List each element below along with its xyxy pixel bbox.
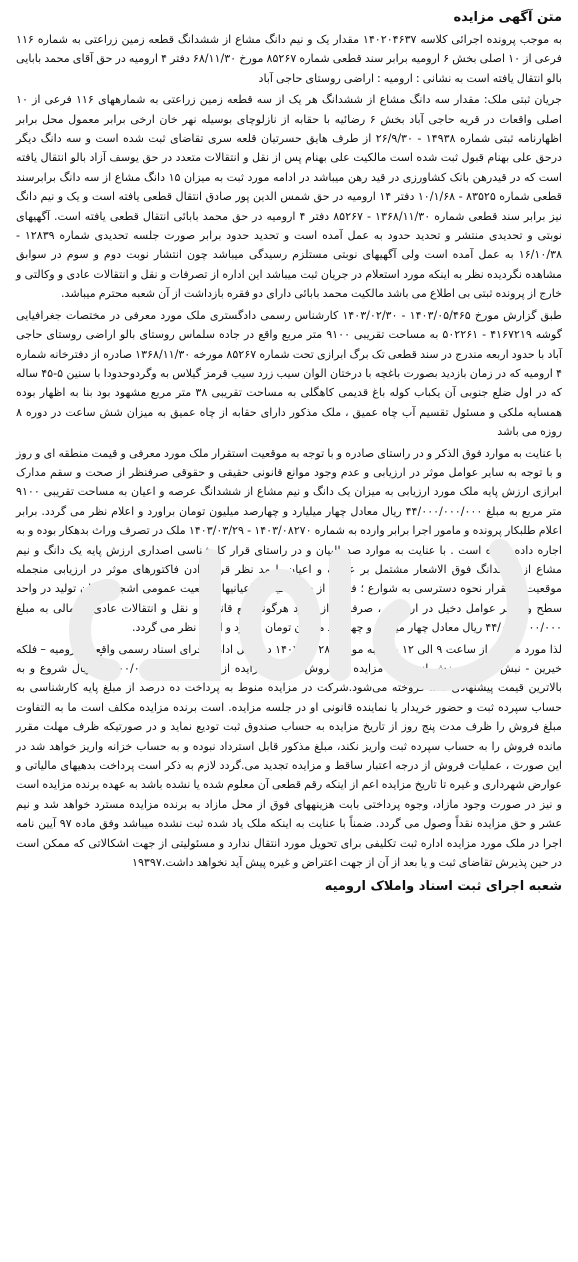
paragraph-valuation: با عنایت به موارد فوق الذکر و در راستای صادره و با توجه به موقعیت استقرار ملک مورد معرفی و قیمت منطقه ای و روز و با توجه به سایر عوامل موثر در ارزیابی و عدم وجود موانع قانونی حقیقی و حقوقی صرفنظر از صحت و سقم مدارک ابرازی ارزش پایه ملک مورد ارزیابی به میزان یک دانگ و نیم مشاع از ششدانگ عرصه و اعیان به مساحت تقریبی ۹۱۰۰ متر مربع به مبلغ ۴۴/۰۰۰/۰۰۰/۰۰۰ ریال معادل چهار میلیارد و چهارصد میلیون تومان براورد و اعلام نظر می گردد. برابر اعلام طلبکار پرونده و مامور اجرا برابر وارده به شماره ۱۴۰۳/۰۸۲۷۰ - ۱۴۰۳/۰۳/۲۹ ملک در تصرف وراث بدهکار بوده و به اجاره داده نشده است . با عنایت به موارد صدرالبیان و در راستای قرار کارشناسی اصداری ارزش پایه یک دانگ و نیم مشاع از ششدانگ فوق الاشعار مشتمل بر عرصه و اعیان با مد نظر قرار دادن فاکتورهای موثر در ارزیابی منجمله موقعیت استقرار نحوه دسترسی به شوارع ؛ فاصله از شهر، کیفیت اعیانیها، وضعیت عمومی اشجار میزان تولید در واحد سطح و سایر عوامل دخیل در ارزیابی ، صرفنظر از وجود هرگونه منع قانونی و نقل و انتقالات عادی احتمالی به مبلغ ۴۴/۰۰۰/۰۰۰/۰۰۰ ریال معادل چهار میلیارد و چهارصد میلیون تومان براورد و اعلام نظر می گردد. [16, 446, 562, 635]
paragraph-auction-terms: لذا مورد مزایده از ساعت ۹ الی ۱۲ یکشنبه مورخه ۱۴۰۳/۰۵/۲۸ در محل اداره اجرای اسناد رسمی واقع در ارومیه – فلکه خیرین - نبش خیابان ورزش از طریق مزایده به فروش میرسد مزایده از مبلغ پایه ۴۴/۰۰۰/۰۰۰/۰۰۰ ریال شروع و به بالاترین قیمت پیشنهادی نقداً فروخته می‌شود.شرکت در مزایده منوط به پرداخت ده درصد از مبلغ پایه کارشناسی به حساب سپرده ثبت و حضور خریدار یا نماینده قانونی او در جلسه مزایده. است برنده مزایده مکلف است ما به التفاوت مبلغ فروش را ظرف مدت پنج روز از تاریخ مزایده به حساب صندوق ثبت تودیع نماید و در صورتیکه ظرف مهلت مقرر مانده فروش را به حساب سپرده ثبت واریز نکند، مبلغ مذکور قابل استرداد نبوده و به حساب خزانه واریز خواهد شد در این صورت ، عملیات فروش از درجه اعتبار ساقط و مزایده تجدید می.گردد لازم به ذکر است پرداخت بدهیهای مالیاتی و عوارض شهرداری و غیره تا تاریخ مزایده اعم از اینکه رقم قطعی آن معلوم شده یا نشده باشد به عهده برنده مزایده است و نیز در صورت وجود مازاد، وجوه پرداختی بابت هزینههای فوق از محل مازاد به برنده مزایده مسترد خواهد شد و نیم عشر و حق مزایده نقداً وصول می گردد. ضمناً با عنایت به اینکه ملک یاد شده ثبت نشده میباشد وفق ماده ۹۷ آیین نامه اجرا در ملک مورد مزایده اداره ثبت تکلیفی برای تحویل مورد انتقال ندارد و مسئولیتی از جهت اشکالاتی که ممکن است در حین پذیرش تقاضای ثبت و یا بعد از آن از جهت اعتراض و غیره پیش آید نخواهد داشت.۱۹۳۹۷ [16, 642, 563, 870]
paragraph-registration-history: جریان ثبتی ملک: مقدار سه دانگ مشاع از ششدانگ هر یک از سه قطعه زمین زراعتی به شمارههای ۱۱۶ فرعی از ۱۰ اصلی واقعات در قریه حاجی آباد بخش ۶ رضائیه با حقابه از نازلوچای بوسیله نهر خان ارخی برابر معمول محل برابر اظهارنامه ثبتی شماره ۱۴۹۳۸ - ۲۶/۹/۳۰ از طرف هایق حسرتیان قلعه سری تقاضای ثبت شده است و سه دانگ دیگر درحق علی بهنام قبول ثبت شده است مالکیت علی بهنام پس از نقل و انتقالات متعدد در حق یوسف آزاد بالو انتقال یافته است که در قیدرهن بانک کشاورزی در قید رهن میباشد در ادامه مورد ثبت به میزان ۱۵ دانگ مشاع از سه دانگ برابرسند قطعی شماره ۸۳۵۲۵ - ۱۰/۱/۶۸ دفتر ۱۴ ارومیه در حق شمس الدین پور صادق انتقال قطعی یافته است و یک و نیم دانگ نیز برابر سند قطعی شماره ۱۳۶۸/۱۱/۳۰ - ۸۵۲۶۷ دفتر ۴ ارومیه در حق محمد بابائی انتقال قطعی یافته است. آگهیهای نوبتی و تحدیدی منتشر و تحدید حدود به عمل آمده است و تحدید حدود برابر صورت جلسه تحدیدی شماره ۱۲۸۳۹ - ۱۶/۱۰/۳۸ به عمل آمده است ولی آگهیهای نوبتی مستلزم رسیدگی میباشد چون انتشار نوبت دوم و سوم در سوابق مشاهده نگردیده نظر به اینکه مورد استعلام در جریان ثبت میباشد این اداره از تصرفات و نقل و انتقالات عادی و وکالتی و خارج از پرونده ثبتی بی اطلاع می باشد مالکیت محمد بابائی دارای دو فقره بازداشت از آن شعبه محترم میباشد. [16, 93, 563, 301]
notice-title: متن آگهی مزایده [453, 10, 562, 25]
paragraph-case-intro: به موجب پرونده اجرائی کلاسه ۱۴۰۲۰۴۶۳۷ مقدار یک و نیم دانگ مشاع از ششدانگ قطعه زمین زراعتی به شماره ۱۱۶ فرعی از ۱۰ اصلی بخش ۶ ارومیه برابر سند قطعی شماره ۸۵۲۶۷ مورخ ۶۸/۱۱/۳۰ دفتر ۴ ارومیه در حق آقای محمد بابایی بالو انتقال یافته است به نشانی : ارومیه : اراضی روستای حاجی آباد [16, 33, 562, 85]
issuer-signature: شعبه اجرای ثبت اسناد واملاک ارومیه [324, 879, 562, 895]
paragraph-expert-report: طبق گزارش مورخ ۱۴۰۳/۰۵/۴۶۵ - ۱۴۰۳/۰۲/۳۰ کارشناس رسمی دادگستری ملک مورد معرفی در مختصات جغرافیایی گوشه ۴۱۶۷۲۱۹ - ۵۰۲۲۶۱ به مساحت تقریبی ۹۱۰۰ متر مربع واقع در جاده سلماس روستای بالو اراضی روستای حاجی آباد با حدود اربعه مندرج در سند قطعی تک برگ ابرازی تحت شماره ۸۵۲۶۷ مورخه ۱۳۶۸/۱۱/۳۰ صادره از دفترخانه شماره ۴ ارومیه که در زمان بازدید بصورت باغچه با درختان الوان سیب زرد سیب قرمز گیلاس به وگردوحدودا با سنین ۵-۴۵ ساله که در اول ضلع جنوبی آن یکباب کوله باغ قدیمی کاهگلی به مساحت تقریبی ۳۸ متر مربع مشهود بود بنا به اظهار بوده همسایه ملکی و مسئول تقسیم آب چاه عمیق ، ملک مذکور دارای حقابه از چاه عمیق به میزان شش ساعت در دوره ۸ روزه می باشد [16, 308, 563, 439]
